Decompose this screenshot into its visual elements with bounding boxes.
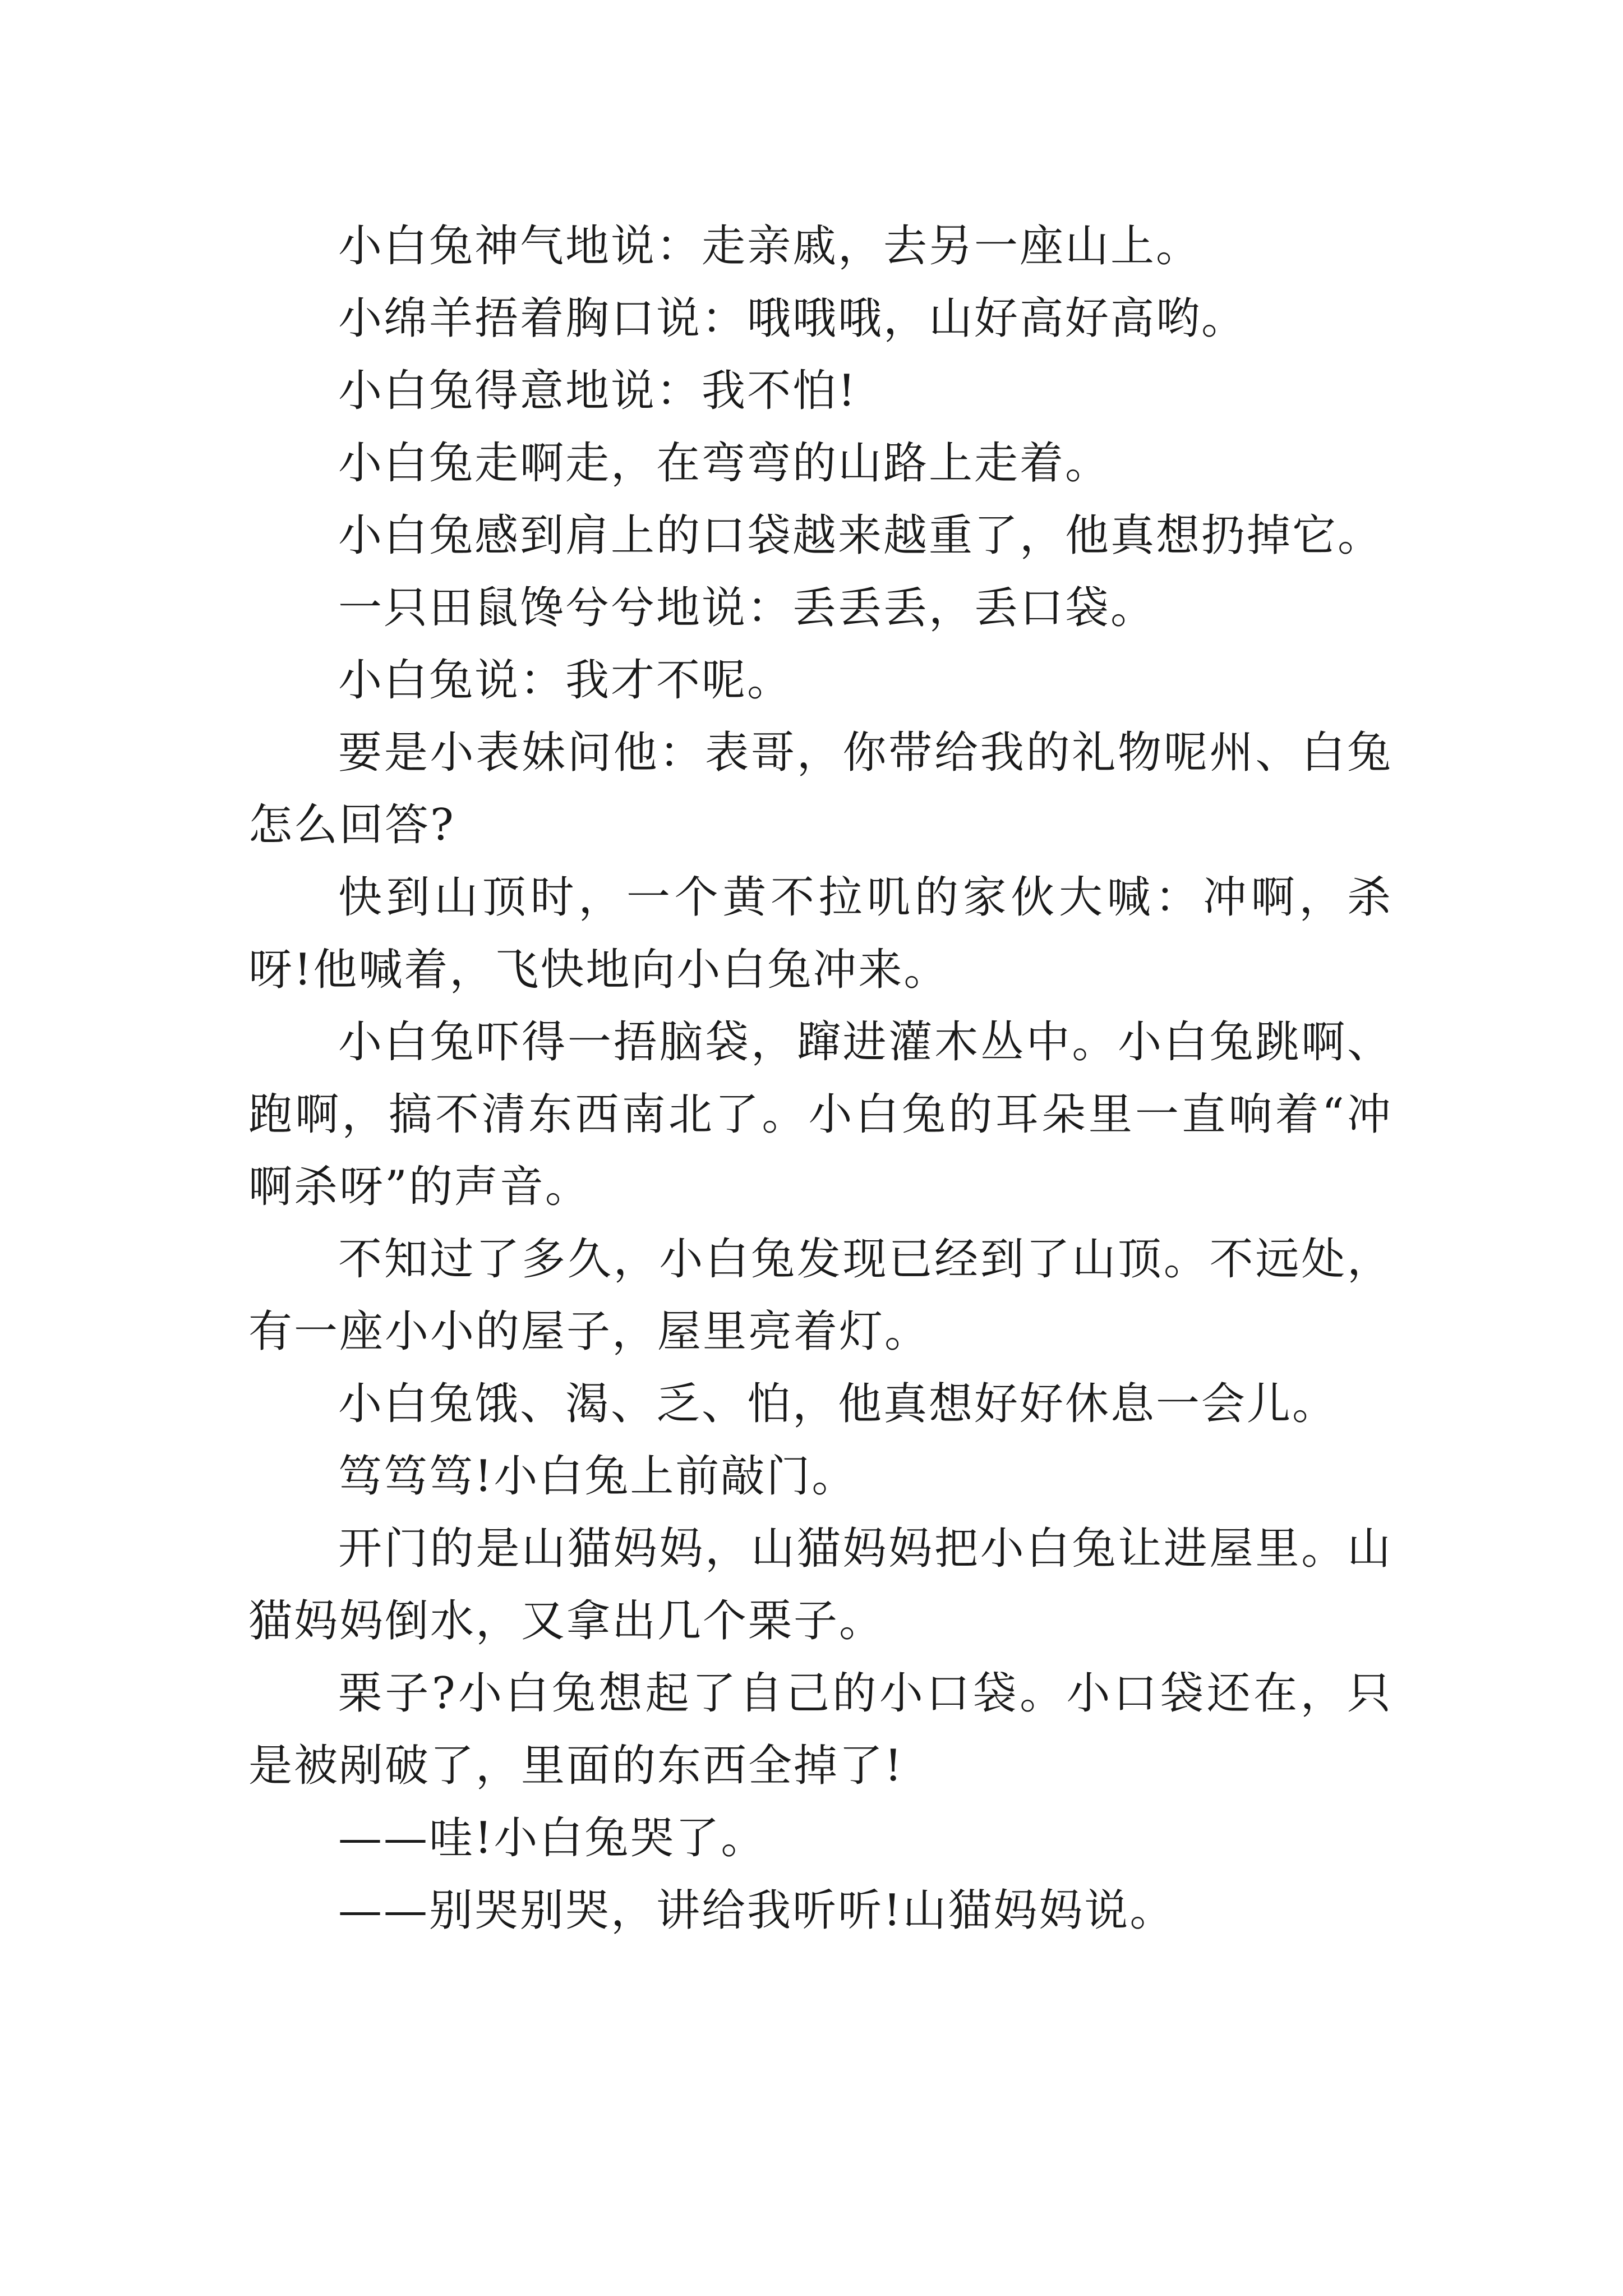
- paragraph: 笃笃笃!小白兔上前敲门。: [338, 1451, 857, 1502]
- paragraph: 小白兔走啊走，在弯弯的山路上走着。: [338, 438, 1111, 489]
- paragraph: 一只田鼠馋兮兮地说：丢丢丢，丢口袋。: [338, 583, 1156, 633]
- paragraph: 小白兔吓得一捂脑袋，蹿进灌木丛中。小白兔跳啊、跑啊，搞不清东西南北了。小白兔的耳朵里一直响着“冲啊杀呀”的声音。: [248, 1017, 1393, 1212]
- paragraph: 小白兔说：我才不呢。: [338, 655, 793, 706]
- paragraph: 小绵羊捂着胸口说：哦哦哦，山好高好高哟。: [338, 293, 1247, 344]
- paragraph: ——哇!小白兔哭了。: [338, 1813, 767, 1864]
- paragraph: 栗子?小白兔想起了自己的小口袋。小口袋还在，只是被剐破了，里面的东西全掉了!: [248, 1668, 1393, 1791]
- paragraph: 快到山顶时，一个黄不拉叽的家伙大喊：冲啊，杀呀!他喊着，飞快地向小白兔冲来。: [248, 872, 1393, 995]
- paragraph: 小白兔神气地说：走亲戚，去另一座山上。: [338, 221, 1202, 272]
- story-text: [248, 210, 1393, 1947]
- paragraph: 要是小表妹问他：表哥，你带给我的礼物呢州、白兔怎么回答?: [248, 728, 1393, 850]
- paragraph: 不知过了多久，小白兔发现已经到了山顶。不远处，有一座小小的屋子，屋里亮着灯。: [248, 1234, 1393, 1357]
- paragraph: 小白兔感到肩上的口袋越来越重了，他真想扔掉它。: [338, 510, 1384, 561]
- paragraph: ——别哭别哭，讲给我听听!山猫妈妈说。: [338, 1885, 1175, 1936]
- paragraph: 小白兔饿、渴、乏、怕，他真想好好休息一会儿。: [338, 1379, 1338, 1429]
- paragraph: 小白兔得意地说：我不怕!: [338, 366, 857, 416]
- paragraph: 开门的是山猫妈妈，山猫妈妈把小白兔让进屋里。山猫妈妈倒水，又拿出几个栗子。: [248, 1524, 1393, 1646]
